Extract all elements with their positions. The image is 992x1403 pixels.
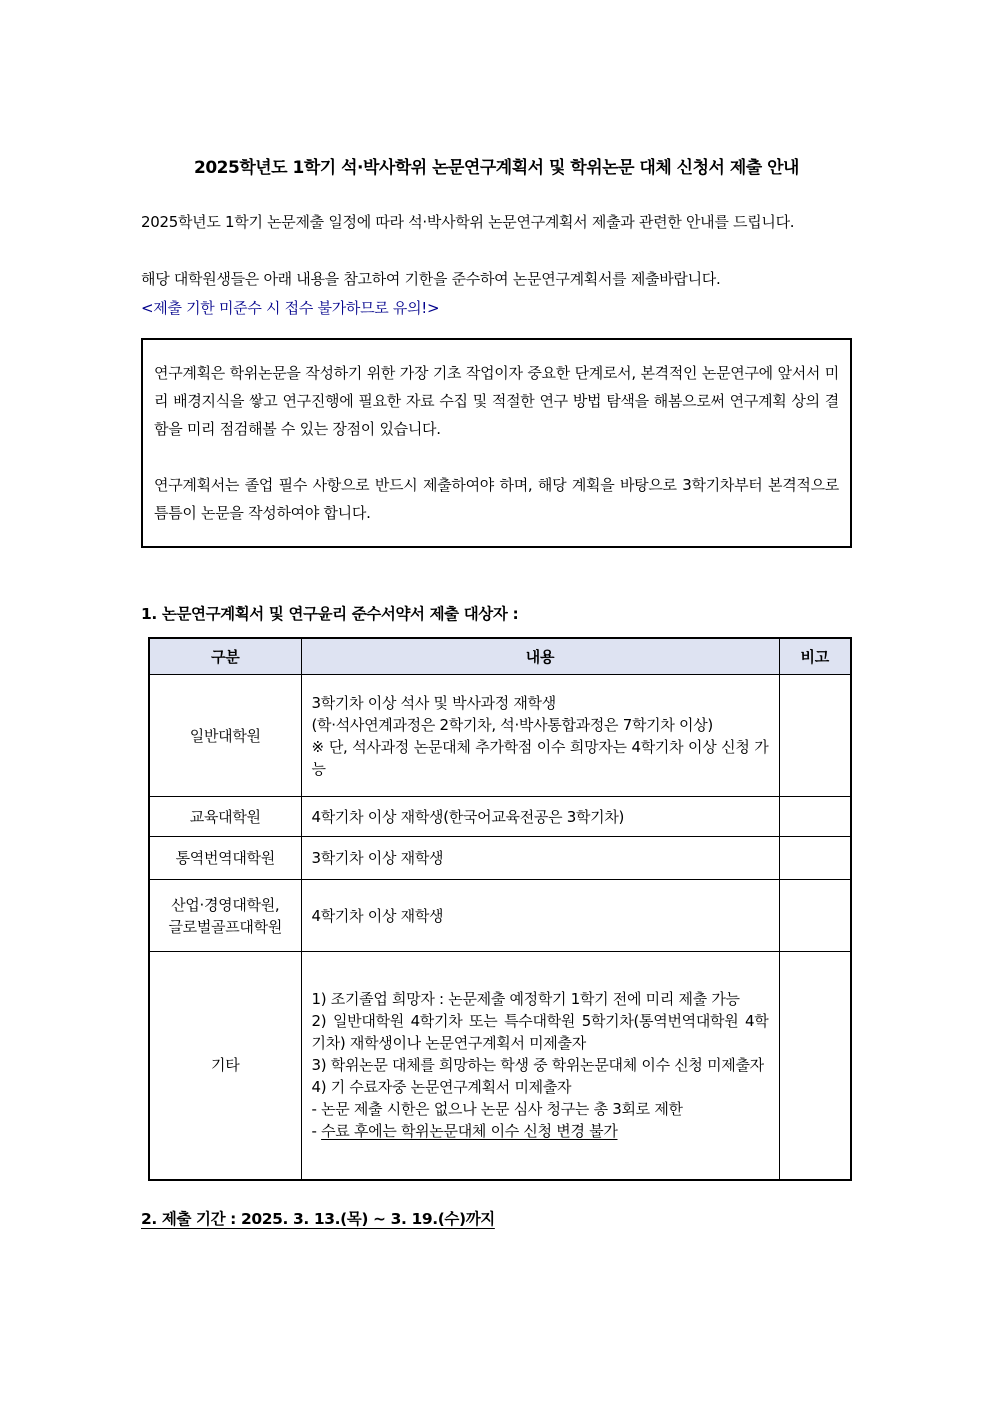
cell-line: 교육대학원 [189,807,261,826]
note-cell [779,837,851,880]
category-cell [149,675,301,797]
cell-line: 4학기차 이상 재학생 [311,906,444,925]
cell-line: 일반대학원 [189,726,261,745]
table-row-interpretation-translation [149,837,851,880]
cell-line: 1) 조기졸업 희망자 : 논문제출 예정학기 1학기 전에 미리 제출 가능 [311,990,740,1009]
table-header-row [149,638,851,675]
section-1-heading: 1. 논문연구계획서 및 연구윤리 준수서약서 제출 대상자 : [141,605,519,623]
intro-paragraph: 2025학년도 1학기 논문제출 일정에 따라 석·박사학위 논문연구계획서 제출과 관련한 안내를 드립니다. [141,213,795,231]
table-row-industry-management-golf [149,880,851,952]
cell-line: 2) 일반대학원 4학기차 또는 특수대학원 5학기차(통역번역대학원 4학기차) 재학생이나 논문연구계획서 미제출자 [311,1012,769,1053]
info-box [141,338,852,548]
header-cell-note: 비고 [779,638,851,675]
cell-line: 3) 학위논문 대체를 희망하는 학생 중 학위논문대체 이수 신청 미제출자 [311,1056,764,1075]
table-row-general-graduate [149,675,851,797]
note-cell [779,797,851,837]
category-cell [149,952,301,1180]
cell-line: 글로벌골프대학원 [168,917,283,936]
page-content [141,0,852,1229]
cell-line: - 논문 제출 시한은 없으나 논문 심사 청구는 총 3회로 제한 [311,1100,683,1119]
underlined-text: 수료 후에는 학위논문대체 이수 신청 변경 불가 [321,1122,618,1141]
notice-block [141,265,852,323]
submit-notice-paragraph: 해당 대학원생들은 아래 내용을 참고하여 기한을 준수하여 논문연구계획서를 제출바랍니다. [141,270,721,288]
content-cell [301,837,779,880]
deadline-warning-text: <제출 기한 미준수 시 접수 불가하므로 유의!> [141,299,440,317]
content-cell [301,880,779,952]
cell-line: 4) 기 수료자중 논문연구계획서 미제출자 [311,1078,572,1097]
cell-line: (학·석사연계과정은 2학기차, 석·박사통합과정은 7학기차 이상) [311,715,713,734]
content-cell [301,675,779,797]
page-title: 2025학년도 1학기 석·박사학위 논문연구계획서 및 학위논문 대체 신청서 제출 안내 [194,158,799,178]
table-row-education-graduate [149,797,851,837]
note-cell [779,880,851,952]
note-cell [779,675,851,797]
header-cell-category: 구분 [149,638,301,675]
category-cell [149,880,301,952]
content-cell [301,797,779,837]
cell-line: 통역번역대학원 [175,849,275,867]
cell-line: 3학기차 이상 재학생 [311,849,444,867]
info-box-paragraph-2: 연구계획서는 졸업 필수 사항으로 반드시 제출하여야 하며, 해당 계획을 바탕으로 3학기차부터 본격적으로 틈틈이 논문을 작성하여야 합니다. [154,476,839,522]
info-box-paragraph-1: 연구계획은 학위논문을 작성하기 위한 가장 기초 작업이자 중요한 단계로서, 본격적인 논문연구에 앞서서 미리 배경지식을 쌓고 연구진행에 필요한 자료 수집 및 적절한 연구 방법 탐색을 해봄으로써 연구계획 상의 결함을 미리 점검해볼 수 있는 장점이 있습니다. [154,364,839,438]
note-cell [779,952,851,1180]
dash-prefix: - [311,1122,322,1141]
cell-line: 3학기차 이상 석사 및 박사과정 재학생 [311,693,556,712]
cell-line-underlined [312,1120,769,1142]
cell-line: 산업·경영대학원, [171,895,280,914]
cell-line: 기타 [211,1056,240,1075]
content-cell [301,952,779,1180]
header-cell-content: 내용 [301,638,779,675]
submission-period-heading: 2. 제출 기간 : 2025. 3. 13.(목) ~ 3. 19.(수)까지 [141,1209,495,1228]
category-cell [149,797,301,837]
cell-line: ※ 단, 석사과정 논문대체 추가학점 이수 희망자는 4학기차 이상 신청 가능 [311,737,769,778]
cell-line: 4학기차 이상 재학생(한국어교육전공은 3학기차) [311,807,625,826]
category-cell [149,837,301,880]
submission-target-table [148,637,852,1181]
table-row-etc [149,952,851,1180]
